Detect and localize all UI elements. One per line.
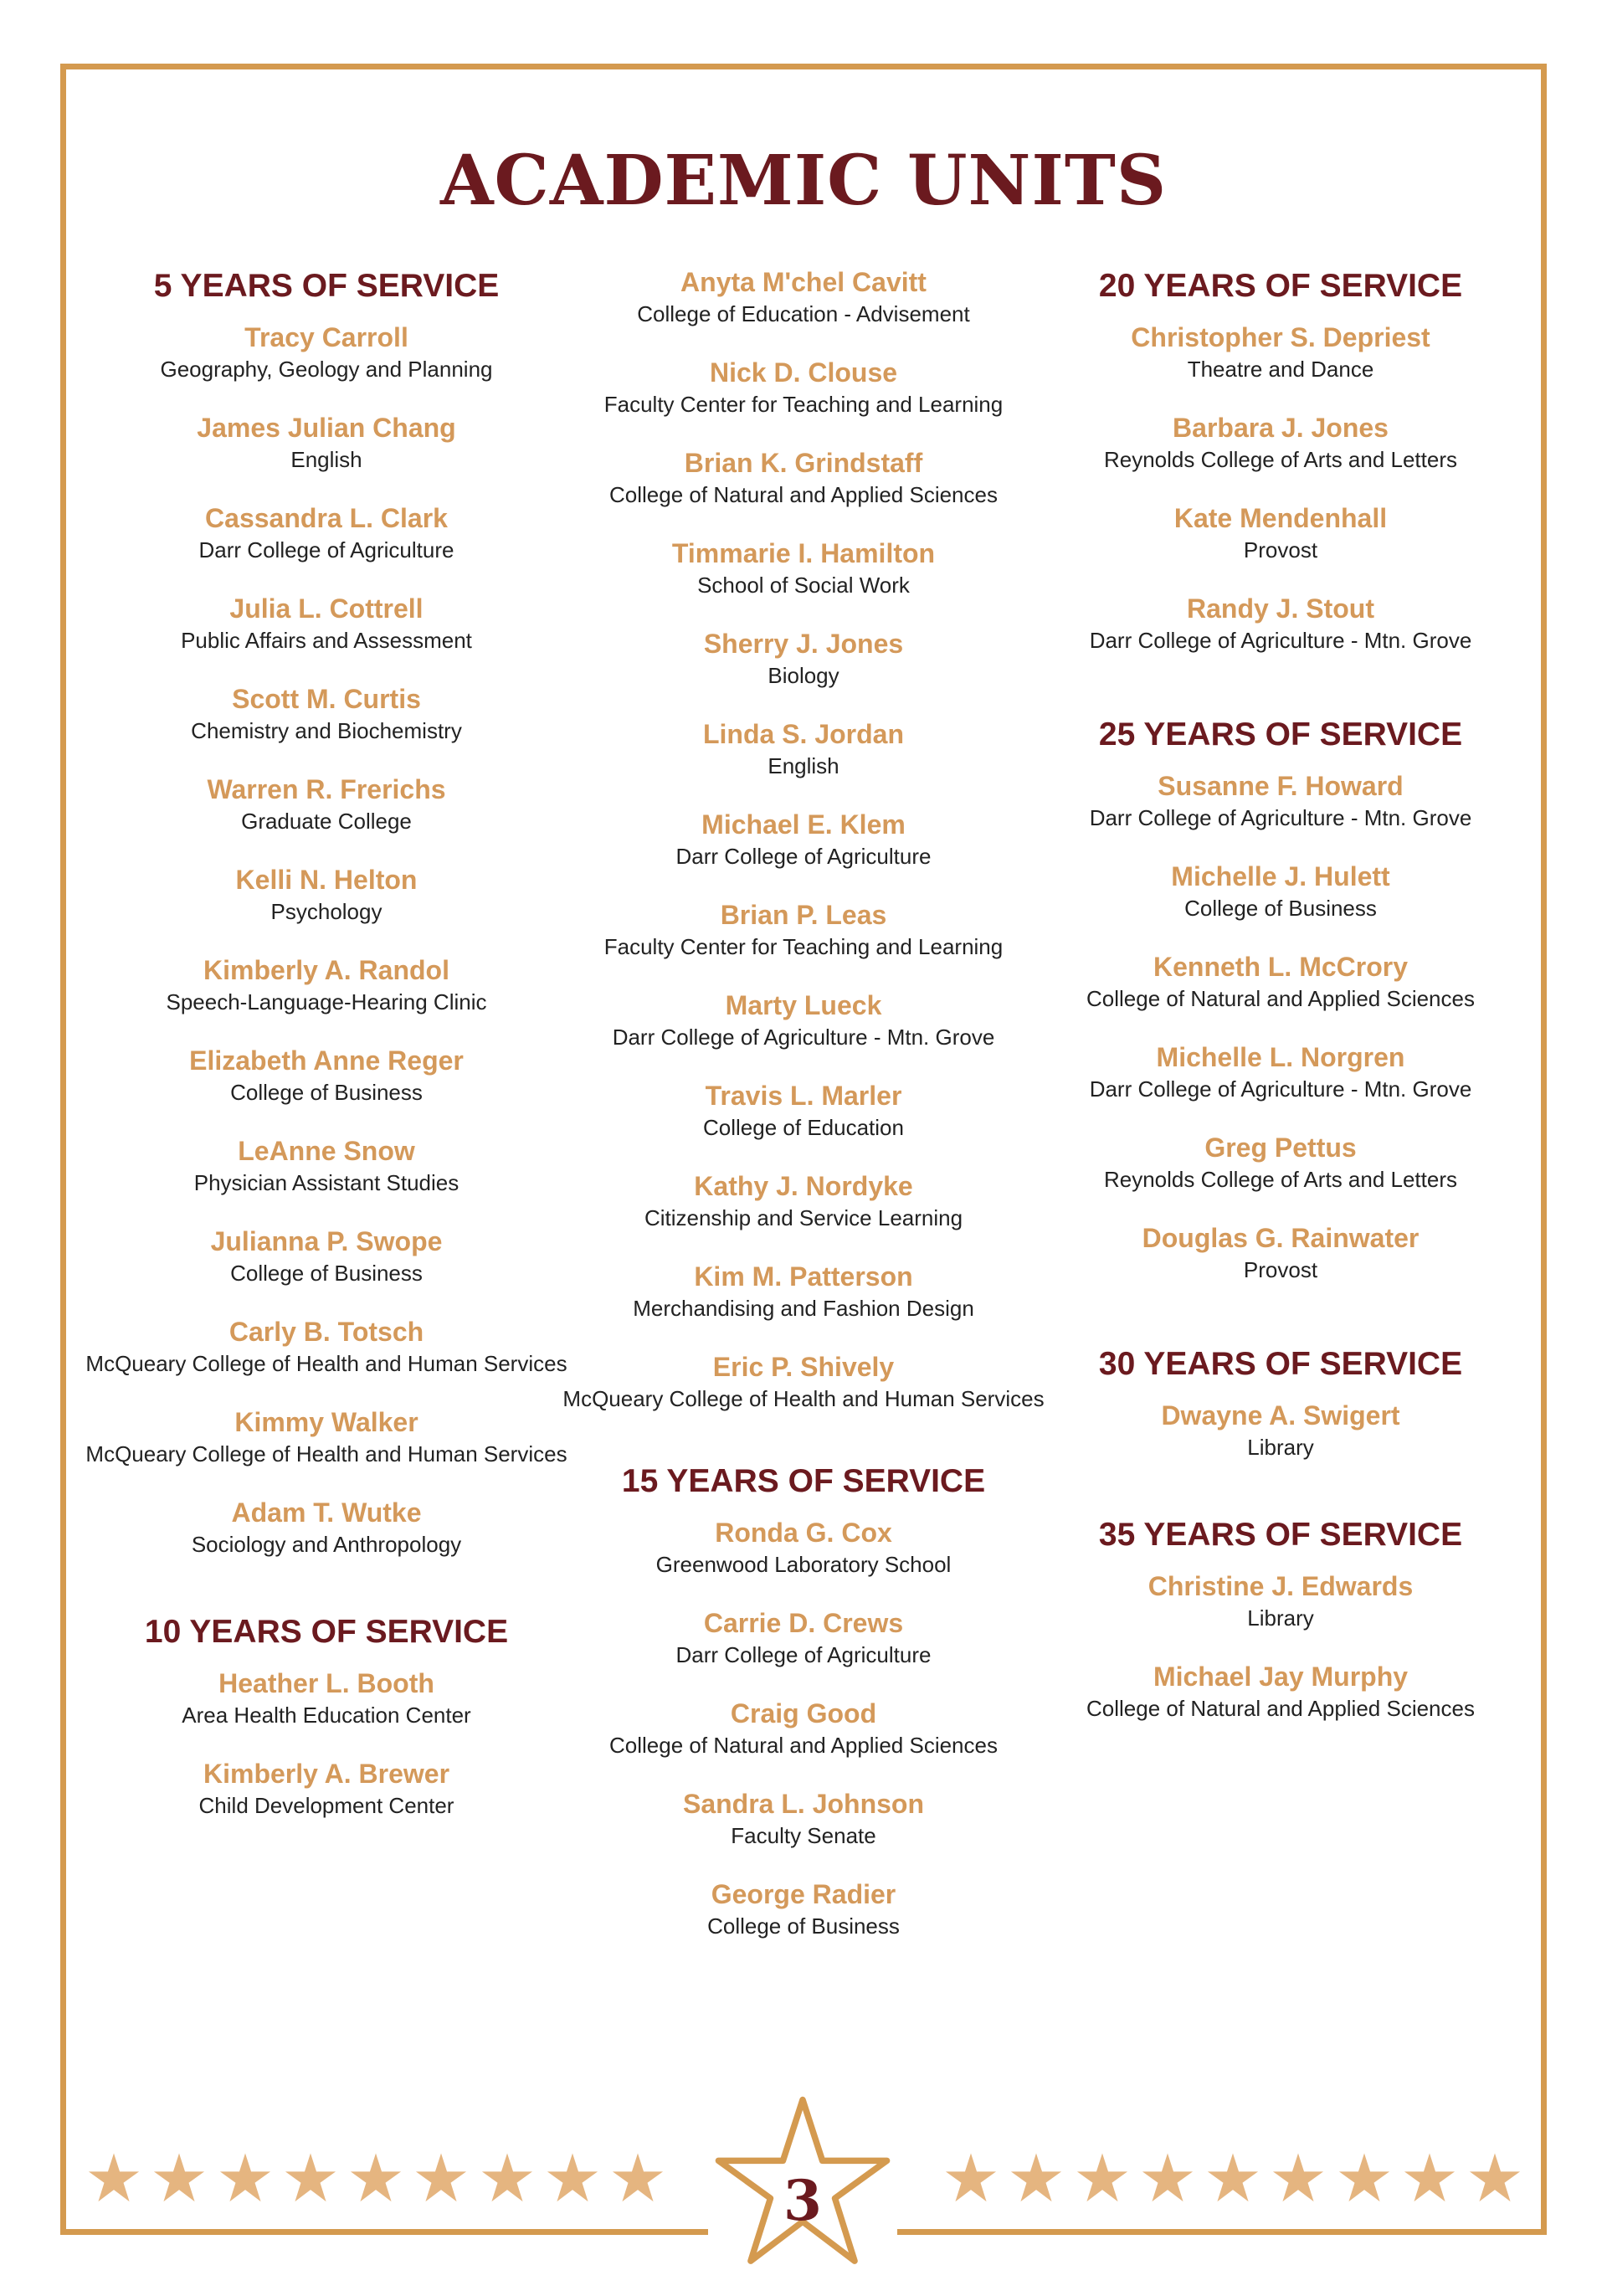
star-icon — [1403, 2151, 1456, 2205]
employee-unit: College of Natural and Applied Sciences — [609, 1733, 998, 1758]
list-item — [75, 1406, 578, 1470]
page-number: 3 — [783, 2168, 822, 2233]
employee-unit: Sociology and Anthropology — [191, 1532, 462, 1557]
list-item — [1029, 1661, 1532, 1724]
employee-name: Cassandra L. Clark — [205, 503, 448, 533]
star-icon — [480, 2151, 534, 2205]
employee-name: LeAnne Snow — [238, 1136, 415, 1166]
section-heading: 25 YEARS OF SERVICE — [1098, 717, 1463, 752]
star-icon — [349, 2151, 403, 2205]
star-icon — [611, 2151, 665, 2205]
employee-name: Douglas G. Rainwater — [1142, 1223, 1420, 1253]
employee-unit: Darr College of Agriculture - Mtn. Grove — [1089, 1076, 1472, 1102]
employee-name: Michael E. Klem — [701, 809, 906, 840]
employee-unit: School of Social Work — [697, 573, 910, 598]
employee-name: Michelle L. Norgren — [1156, 1042, 1405, 1072]
employee-name: Kate Mendenhall — [1173, 503, 1388, 533]
employee-name: Heather L. Booth — [218, 1668, 434, 1698]
employee-unit: College of Education - Advisement — [637, 301, 970, 326]
list-item — [1029, 1570, 1532, 1634]
employee-unit: College of Business — [707, 1913, 900, 1939]
list-item — [75, 864, 578, 927]
employee-unit: Provost — [1243, 1257, 1318, 1282]
list-item — [75, 954, 578, 1018]
employee-unit: Area Health Education Center — [182, 1703, 471, 1728]
list-item — [75, 683, 578, 747]
list-item — [75, 1667, 578, 1731]
list-item — [552, 809, 1055, 872]
employee-name: Sandra L. Johnson — [682, 1789, 925, 1819]
employee-unit: McQueary College of Health and Human Services — [85, 1351, 567, 1376]
employee-unit: College of Business — [230, 1261, 423, 1286]
star-icon — [944, 2151, 998, 2205]
section-15-years — [552, 1461, 1055, 1942]
employee-unit: Merchandising and Fashion Design — [633, 1296, 974, 1321]
employee-name: Timmarie I. Hamilton — [671, 538, 936, 568]
employee-unit: McQueary College of Health and Human Services — [562, 1386, 1045, 1411]
star-icon — [218, 2151, 272, 2205]
list-item — [75, 412, 578, 475]
list-item — [552, 989, 1055, 1053]
employee-unit: Darr College of Agriculture — [198, 537, 454, 562]
employee-unit: Darr College of Agriculture — [675, 844, 932, 869]
employee-unit: College of Education — [703, 1115, 904, 1140]
employee-name: Carrie D. Crews — [703, 1608, 904, 1638]
employee-name: Michael Jay Murphy — [1153, 1662, 1409, 1692]
star-icon — [414, 2151, 468, 2205]
employee-name: Christine J. Edwards — [1147, 1571, 1414, 1601]
employee-name: Kimberly A. Brewer — [203, 1759, 450, 1789]
employee-unit: College of Business — [1184, 896, 1377, 921]
employee-name: Kimberly A. Randol — [203, 955, 449, 985]
list-item — [75, 773, 578, 837]
list-item — [552, 1351, 1055, 1415]
employee-unit: Graduate College — [241, 809, 412, 834]
employee-name: Craig Good — [730, 1698, 877, 1728]
section-heading: 15 YEARS OF SERVICE — [621, 1463, 986, 1499]
star-icon — [87, 2151, 141, 2205]
list-item — [1029, 412, 1532, 475]
employee-unit: College of Natural and Applied Sciences — [1086, 1696, 1475, 1721]
section-heading: 5 YEARS OF SERVICE — [153, 268, 500, 304]
list-item — [552, 1517, 1055, 1580]
employee-name: Travis L. Marler — [705, 1081, 902, 1111]
employee-unit: McQueary College of Health and Human Services — [85, 1441, 567, 1466]
employee-name: Kathy J. Nordyke — [694, 1171, 913, 1201]
column-3 — [1029, 266, 1532, 1751]
star-icon — [546, 2151, 599, 2205]
employee-unit: Theatre and Dance — [1187, 357, 1374, 382]
list-item — [75, 1497, 578, 1560]
list-item — [1029, 1400, 1532, 1463]
employee-name: Julianna P. Swope — [210, 1226, 443, 1256]
employee-unit: Citizenship and Service Learning — [644, 1205, 963, 1230]
list-item — [1029, 593, 1532, 656]
star-icon — [152, 2151, 206, 2205]
employee-unit: Psychology — [270, 899, 382, 924]
employee-unit: College of Natural and Applied Sciences — [609, 482, 998, 507]
employee-name: Christopher S. Depriest — [1131, 322, 1430, 352]
list-item — [552, 718, 1055, 782]
employee-name: Eric P. Shively — [712, 1352, 895, 1382]
section-20-years — [1029, 266, 1532, 656]
employee-unit: Greenwood Laboratory School — [655, 1552, 952, 1577]
employee-unit: Darr College of Agriculture - Mtn. Grove — [1089, 805, 1472, 830]
section-30-years — [1029, 1344, 1532, 1463]
employee-name: George Radier — [711, 1879, 896, 1909]
list-item — [552, 537, 1055, 601]
column-1 — [75, 266, 578, 1848]
employee-unit: Child Development Center — [198, 1793, 454, 1818]
star-icon — [1337, 2151, 1391, 2205]
list-item — [552, 1698, 1055, 1761]
section-heading: 30 YEARS OF SERVICE — [1098, 1346, 1463, 1382]
list-item — [1029, 951, 1532, 1014]
employee-unit: Physician Assistant Studies — [193, 1170, 460, 1195]
employee-name: Elizabeth Anne Reger — [189, 1045, 464, 1076]
employee-unit: Chemistry and Biochemistry — [191, 718, 462, 743]
list-item — [75, 593, 578, 656]
employee-name: Kenneth L. McCrory — [1153, 952, 1409, 982]
section-35-years — [1029, 1515, 1532, 1724]
employee-unit: Biology — [768, 663, 839, 688]
star-icon — [1009, 2151, 1063, 2205]
employee-name: Marty Lueck — [725, 990, 882, 1020]
employee-unit: English — [768, 753, 839, 778]
list-item — [75, 1135, 578, 1199]
employee-unit: Faculty Senate — [731, 1823, 876, 1848]
employee-name: Brian P. Leas — [720, 900, 887, 930]
employee-name: Kim M. Patterson — [694, 1261, 913, 1292]
employee-name: Warren R. Frerichs — [207, 774, 446, 804]
employee-name: Adam T. Wutke — [231, 1497, 422, 1528]
list-item — [1029, 1041, 1532, 1105]
column-2 — [552, 266, 1055, 1969]
list-item — [552, 1607, 1055, 1671]
employee-name: Carly B. Totsch — [228, 1317, 424, 1347]
employee-name: Dwayne A. Swigert — [1161, 1400, 1400, 1431]
list-item — [1029, 321, 1532, 385]
star-row-left — [87, 2149, 665, 2207]
employee-unit: Faculty Center for Teaching and Learning — [603, 934, 1004, 959]
list-item — [75, 502, 578, 566]
employee-unit: Faculty Center for Teaching and Learning — [603, 392, 1004, 417]
star-icon — [1141, 2151, 1194, 2205]
list-item — [552, 1170, 1055, 1234]
list-item — [1029, 502, 1532, 566]
list-item — [552, 447, 1055, 511]
employee-name: Tracy Carroll — [244, 322, 408, 352]
section-heading: 35 YEARS OF SERVICE — [1098, 1517, 1463, 1553]
list-item — [552, 1788, 1055, 1852]
employee-name: Julia L. Cottrell — [229, 593, 424, 624]
employee-unit: Darr College of Agriculture — [675, 1642, 932, 1667]
employee-name: Kimmy Walker — [234, 1407, 418, 1437]
list-item — [75, 1225, 578, 1289]
list-item — [552, 1080, 1055, 1143]
employee-unit: Public Affairs and Assessment — [181, 628, 472, 653]
star-icon — [1271, 2151, 1325, 2205]
list-item — [1029, 1132, 1532, 1195]
employee-name: Barbara J. Jones — [1173, 413, 1389, 443]
list-item — [1029, 1222, 1532, 1286]
employee-name: Anyta M'chel Cavitt — [680, 267, 927, 297]
employee-unit: Library — [1247, 1605, 1314, 1631]
list-item — [552, 899, 1055, 963]
employee-unit: Darr College of Agriculture - Mtn. Grove — [1089, 628, 1472, 653]
section-10-years — [75, 1612, 578, 1821]
section-25-years — [1029, 715, 1532, 1286]
section-heading: 10 YEARS OF SERVICE — [144, 1614, 509, 1650]
employee-unit: Provost — [1243, 537, 1318, 562]
star-icon — [284, 2151, 337, 2205]
employee-unit: Reynolds College of Arts and Letters — [1103, 1167, 1458, 1192]
list-item — [1029, 860, 1532, 924]
employee-name: Nick D. Clouse — [709, 357, 898, 388]
list-item — [75, 1758, 578, 1821]
employee-name: Kelli N. Helton — [235, 865, 418, 895]
page-title: ACADEMIC UNITS — [439, 141, 1168, 221]
employee-name: Brian K. Grindstaff — [684, 448, 923, 478]
employee-name: Linda S. Jordan — [702, 719, 905, 749]
list-item — [552, 1261, 1055, 1324]
employee-name: Sherry J. Jones — [703, 629, 904, 659]
list-item — [552, 266, 1055, 330]
list-item — [75, 321, 578, 385]
star-icon — [1076, 2151, 1129, 2205]
employee-unit: Speech-Language-Hearing Clinic — [166, 989, 487, 1014]
list-item — [552, 628, 1055, 691]
section-heading: 20 YEARS OF SERVICE — [1098, 268, 1463, 304]
employee-name: Susanne F. Howard — [1158, 771, 1404, 801]
list-item — [1029, 770, 1532, 834]
star-row-right — [944, 2149, 1522, 2207]
employee-unit: Library — [1247, 1435, 1314, 1460]
list-item — [75, 1316, 578, 1379]
list-item — [552, 357, 1055, 420]
employee-name: Greg Pettus — [1204, 1133, 1357, 1163]
employee-unit: English — [290, 447, 362, 472]
employee-name: Scott M. Curtis — [232, 684, 421, 714]
employee-name: Michelle J. Hulett — [1171, 861, 1390, 891]
list-item — [552, 1878, 1055, 1942]
employee-unit: Reynolds College of Arts and Letters — [1103, 447, 1458, 472]
section-10-years-continued — [552, 266, 1055, 1415]
employee-name: Randy J. Stout — [1186, 593, 1374, 624]
employee-unit: College of Natural and Applied Sciences — [1086, 986, 1475, 1011]
list-item — [75, 1045, 578, 1108]
employee-name: Ronda G. Cox — [715, 1518, 892, 1548]
employee-name: James Julian Chang — [197, 413, 456, 443]
employee-unit: College of Business — [230, 1080, 423, 1105]
star-icon — [1468, 2151, 1522, 2205]
employee-unit: Darr College of Agriculture - Mtn. Grove — [612, 1025, 995, 1050]
section-5-years — [75, 266, 578, 1560]
employee-unit: Geography, Geology and Planning — [160, 357, 493, 382]
star-icon — [1206, 2151, 1260, 2205]
